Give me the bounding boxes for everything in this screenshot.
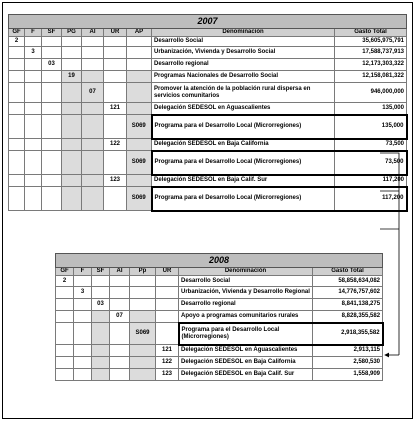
column-header: Denominación xyxy=(152,29,335,37)
amount-cell: 12,173,303,322 xyxy=(335,59,407,71)
code-cell: 03 xyxy=(42,59,62,71)
table-2007-title: 2007 xyxy=(9,15,407,29)
amount-cell: 2,913,115 xyxy=(313,345,383,357)
code-cell: 07 xyxy=(82,83,104,103)
code-cell: 122 xyxy=(156,357,179,369)
description-cell: Desarrollo regional xyxy=(152,59,335,71)
column-header: Denominación xyxy=(179,268,313,276)
column-header: AI xyxy=(110,268,130,276)
code-cell: 07 xyxy=(110,311,130,323)
amount-cell: 8,841,138,275 xyxy=(313,299,383,311)
description-cell: Apoyo a programas comunitarios rurales xyxy=(179,311,313,323)
column-header: Gasto Total xyxy=(313,268,383,276)
code-cell: 122 xyxy=(104,139,127,151)
column-header: SF xyxy=(42,29,62,37)
column-header: AP xyxy=(127,29,152,37)
description-cell: Desarrollo regional xyxy=(179,299,313,311)
amount-cell: 2,918,355,582 xyxy=(313,323,383,345)
column-header: Gasto Total xyxy=(335,29,407,37)
code-cell: 2 xyxy=(56,276,74,287)
amount-cell: 2,580,530 xyxy=(313,357,383,369)
description-cell: Programa para el Desarrollo Local (Microrregiones) xyxy=(152,151,335,175)
description-cell: Desarrollo Social xyxy=(179,276,313,287)
code-cell: 2 xyxy=(9,37,25,47)
amount-cell: 1,558,909 xyxy=(313,369,383,381)
column-header: UR xyxy=(156,268,179,276)
description-cell: Programas Nacionales de Desarrollo Social xyxy=(152,71,335,83)
code-cell: S069 xyxy=(127,115,152,139)
amount-cell: 35,605,975,791 xyxy=(335,37,407,47)
description-cell: Promover la atención de la población rural dispersa en servicios comunitarios xyxy=(152,83,335,103)
code-cell: 03 xyxy=(92,299,110,311)
column-header: F xyxy=(25,29,42,37)
code-cell: 123 xyxy=(104,175,127,187)
column-header: F xyxy=(74,268,92,276)
description-cell: Delegación SEDESOL en Baja California xyxy=(152,139,335,151)
column-header: GF xyxy=(56,268,74,276)
column-header: UR xyxy=(104,29,127,37)
column-header: GF xyxy=(9,29,25,37)
code-cell: 123 xyxy=(156,369,179,381)
amount-cell: 8,828,355,582 xyxy=(313,311,383,323)
amount-cell: 946,000,000 xyxy=(335,83,407,103)
amount-cell: 73,500 xyxy=(335,151,407,175)
description-cell: Urbanización, Vivienda y Desarrollo Social xyxy=(152,47,335,59)
description-cell: Urbanización, Vivienda y Desarrollo Regional xyxy=(179,287,313,299)
table-2008-title: 2008 xyxy=(56,254,383,268)
amount-cell: 14,776,757,602 xyxy=(313,287,383,299)
code-cell: S069 xyxy=(127,151,152,175)
code-cell: S069 xyxy=(127,187,152,211)
description-cell: Programa para el Desarrollo Local (Microrregiones) xyxy=(179,323,313,345)
column-header: Pp xyxy=(130,268,156,276)
amount-cell: 117,200 xyxy=(335,187,407,211)
description-cell: Desarrollo Social xyxy=(152,37,335,47)
column-header: SF xyxy=(92,268,110,276)
column-header: PG xyxy=(62,29,82,37)
amount-cell: 135,000 xyxy=(335,103,407,115)
description-cell: Delegación SEDESOL en Baja Calif. Sur xyxy=(179,369,313,381)
code-cell: 3 xyxy=(25,47,42,59)
amount-cell: 73,500 xyxy=(335,139,407,151)
code-cell: S069 xyxy=(130,323,156,345)
code-cell: 19 xyxy=(62,71,82,83)
code-cell: 3 xyxy=(74,287,92,299)
code-cell: 121 xyxy=(104,103,127,115)
amount-cell: 58,858,634,082 xyxy=(313,276,383,287)
description-cell: Delegación SEDESOL en Aguascalientes xyxy=(179,345,313,357)
description-cell: Delegación SEDESOL en Baja California xyxy=(179,357,313,369)
code-cell: 121 xyxy=(156,345,179,357)
description-cell: Programa para el Desarrollo Local (Microrregiones) xyxy=(152,187,335,211)
connector-line-1 xyxy=(380,153,399,355)
description-cell: Delegación SEDESOL en Aguascalientes xyxy=(152,103,335,115)
amount-cell: 135,000 xyxy=(335,115,407,139)
column-header: AI xyxy=(82,29,104,37)
description-cell: Programa para el Desarrollo Local (Microrregiones) xyxy=(152,115,335,139)
amount-cell: 117,200 xyxy=(335,175,407,187)
amount-cell: 17,588,737,913 xyxy=(335,47,407,59)
description-cell: Delegación SEDESOL en Baja Calif. Sur xyxy=(152,175,335,187)
amount-cell: 12,158,081,322 xyxy=(335,71,407,83)
